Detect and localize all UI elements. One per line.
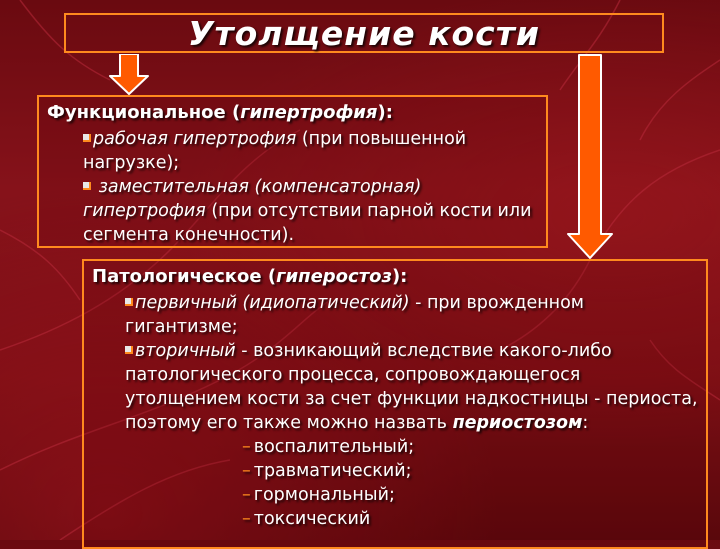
sub-list-item: – токсический	[242, 509, 371, 529]
dash-bullet-icon: –	[242, 509, 251, 529]
square-bullet-icon	[83, 182, 91, 190]
sub-list-item: – гормональный;	[242, 485, 395, 505]
list-item: заместительная (компенсаторная) гипертрофия (при отсутствии парной кости или сегмента конечности).	[83, 177, 532, 245]
list-item: рабочая гипертрофия (при повышенной нагрузке);	[83, 129, 467, 173]
functional-heading: Функциональное (гипертрофия):	[47, 102, 393, 123]
dash-bullet-icon: –	[242, 485, 251, 505]
pathological-heading: Патологическое (гиперостоз):	[92, 266, 408, 287]
square-bullet-icon	[125, 298, 133, 306]
functional-box	[37, 95, 548, 248]
list-item: вторичный - возникающий вследствие какого-либо патологического процесса, сопровождающегося утолщением кости за счет функции надкостницы - периоста, поэтому его также можно назвать периостозом:	[125, 341, 698, 433]
dash-bullet-icon: –	[242, 461, 251, 481]
sub-list-item: – травматический;	[242, 461, 412, 481]
arrow-down-icon	[108, 54, 150, 96]
page-title: Утолщение кости	[188, 13, 540, 53]
sub-list-item: – воспалительный;	[242, 437, 415, 457]
list-item: первичный (идиопатический) - при врожденном гигантизме;	[125, 293, 585, 337]
arrow-down-icon	[566, 54, 614, 260]
title-box	[64, 13, 664, 53]
pathological-box	[82, 259, 708, 549]
square-bullet-icon	[125, 346, 133, 354]
square-bullet-icon	[83, 134, 91, 142]
dash-bullet-icon: –	[242, 437, 251, 457]
